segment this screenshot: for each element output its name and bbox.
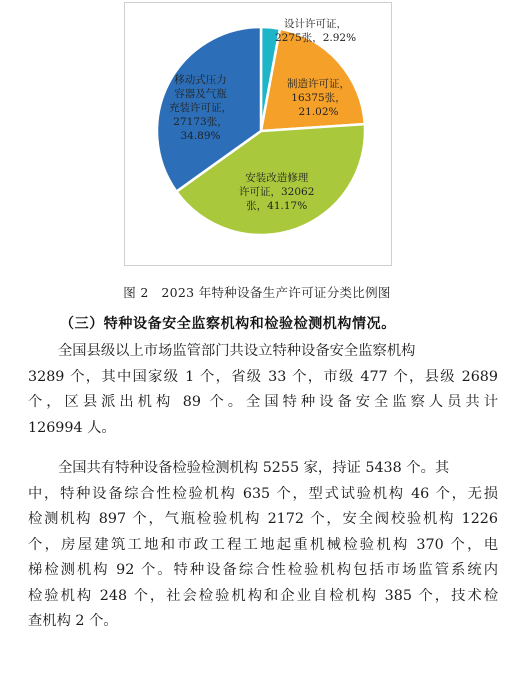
paragraph-line: 查机构 2 个。: [28, 613, 118, 629]
paragraph-line: 中，特种设备综合性检验机构 635 个，型式试验机构 46 个，无损: [28, 485, 498, 502]
paragraph-line: 检测机构 897 个，气瓶检验机构 2172 个，安全阀校验机构 1226: [28, 511, 498, 527]
paragraph-line: 梯检测机构 92 个。特种设备综合性检验机构包括市场监管系统内: [28, 562, 498, 578]
label-manufacture: 制造许可证， 16375张， 21.02%: [287, 78, 350, 118]
label-design: 设计许可证， 2275张，2.92%: [275, 18, 357, 44]
paragraph-line: 全国县级以上市场监管部门共设立特种设备安全监察机构: [58, 343, 416, 359]
label-mobile: 移动式压力 容器及气瓶 充装许可证， 27173张， 34.89%: [169, 74, 232, 142]
section-heading: （三）特种设备安全监察机构和检验检测机构情况。: [60, 316, 396, 332]
paragraph-inspection: [28, 456, 498, 635]
paragraph-line: 全国共有特种设备检验检测机构 5255 家，持证 5438 个。其: [58, 460, 450, 476]
paragraph-supervision: [28, 339, 498, 441]
paragraph-line: 检验机构 248 个，社会检验机构和企业自检机构 385 个，技术检: [28, 587, 498, 604]
paragraph-line: 126994 人。: [28, 419, 116, 436]
paragraph-line: 3289 个，其中国家级 1 个，省级 33 个，市级 477 个，县级 2689: [28, 368, 498, 385]
figure-caption: 图 2 2023 年特种设备生产许可证分类比例图: [123, 285, 391, 300]
label-install: 安装改造修理 许可证，32062 张，41.17%: [239, 172, 315, 212]
paragraph-line: 个，房屋建筑工地和市政工程工地起重机械检验机构 370 个，电: [28, 536, 498, 553]
pie-chart: [124, 2, 392, 266]
paragraph-line: 个，区县派出机构 89 个。全国特种设备安全监察人员共计: [28, 394, 498, 410]
